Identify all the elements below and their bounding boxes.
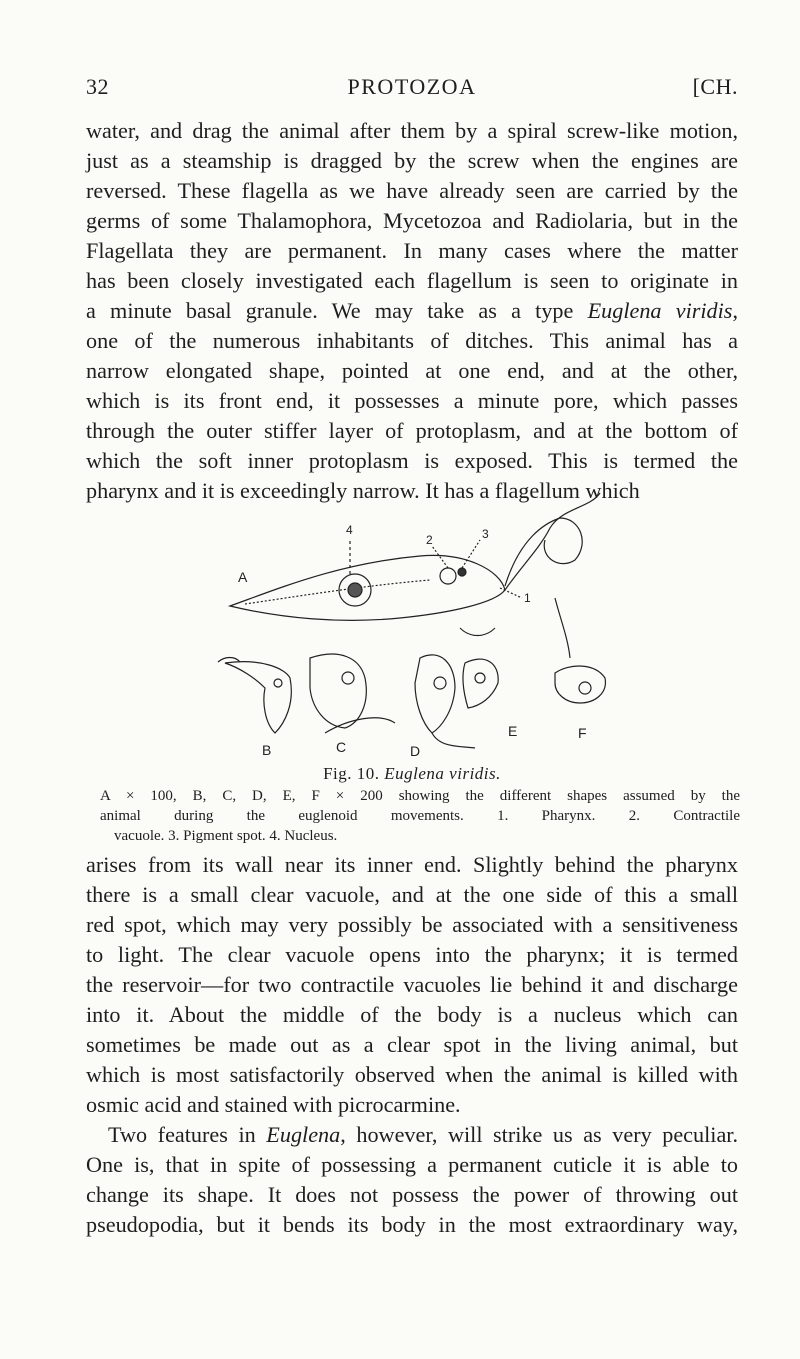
text-line: to light. The clear vacuole opens into the pharynx; it is termed xyxy=(86,942,738,967)
text-segment: a minute basal granule. We may take as a type xyxy=(86,298,588,323)
text-line: which is its front end, it possesses a minute pore, which passes xyxy=(86,388,738,413)
text-line: which is most satisfactorily observed when the animal is killed with xyxy=(86,1062,738,1087)
text-segment: , xyxy=(732,298,738,323)
running-head xyxy=(86,74,738,104)
cell-f xyxy=(555,598,605,703)
text-line: germs of some Thalamophora, Mycetozoa and Radiolaria, but in the xyxy=(86,208,738,233)
text-line: pseudopodia, but it bends its body in the most extraordinary way, xyxy=(86,1212,738,1237)
paragraph-3 xyxy=(86,1120,738,1240)
text-line: reversed. These flagella as we have already seen are carried by the xyxy=(86,178,738,203)
text-line: sometimes be made out as a clear spot in the living animal, but xyxy=(86,1032,738,1057)
cell-c xyxy=(310,654,395,733)
page-number: 32 xyxy=(86,74,109,99)
text-line: change its shape. It does not possess the power of throwing out xyxy=(86,1182,738,1207)
text-line xyxy=(86,1120,738,1150)
figure-label-4: 4 xyxy=(346,523,353,537)
text-line: One is, that in spite of possessing a permanent cuticle it is able to xyxy=(86,1152,738,1177)
text-segment: Two features in xyxy=(108,1122,267,1147)
text-line: into it. About the middle of the body is a nucleus which can xyxy=(86,1002,738,1027)
caption-line: animal during the euglenoid movements. 1. Pharynx. 2. Contractile xyxy=(100,808,740,824)
figure-label-d: D xyxy=(410,743,421,758)
text-line: osmic acid and stained with picrocarmine. xyxy=(86,1092,461,1117)
text-segment: , however, will strike us as very peculiar. xyxy=(340,1122,739,1147)
figure-label-b: B xyxy=(262,742,272,758)
paragraph-2 xyxy=(86,850,738,1120)
chapter-marker: [CH. xyxy=(692,74,738,99)
figure-caption-title xyxy=(86,764,738,784)
paragraph-1 xyxy=(86,116,738,506)
figure-number: Fig. 10. xyxy=(323,764,380,783)
text-line: which the soft inner protoplasm is exposed. This is termed the xyxy=(86,448,738,473)
text-line: Flagellata they are permanent. In many cases where the matter xyxy=(86,238,738,263)
caption-line: A × 100, B, C, D, E, F × 200 showing the different shapes assumed by the xyxy=(100,788,740,804)
cell-e xyxy=(460,628,498,708)
figure-label-1: 1 xyxy=(524,591,531,605)
figure-label-c: C xyxy=(336,739,347,755)
text-line: just as a steamship is dragged by the screw when the engines are xyxy=(86,148,738,173)
figure-label-a: A xyxy=(238,569,248,585)
figure-label-f: F xyxy=(578,725,587,741)
cell-b xyxy=(218,658,291,734)
figure-species: Euglena viridis. xyxy=(384,764,501,783)
text-line: one of the numerous inhabitants of ditches. This animal has a xyxy=(86,328,738,353)
text-line: narrow elongated shape, pointed at one end, and at the other, xyxy=(86,358,738,383)
text-line: pharynx and it is exceedingly narrow. It has a flagellum which xyxy=(86,478,640,503)
euglena-figure xyxy=(200,478,620,758)
figure-label-2: 2 xyxy=(426,533,433,547)
text-line: has been closely investigated each flagellum is seen to originate in xyxy=(86,268,738,293)
running-title: PROTOZOA xyxy=(347,74,477,99)
figure-label-3: 3 xyxy=(482,527,489,541)
species-name: Euglena viridis xyxy=(587,298,733,323)
figure-label-e: E xyxy=(508,723,518,739)
text-line: arises from its wall near its inner end. Slightly behind the pharynx xyxy=(86,852,738,877)
text-line: through the outer stiffer layer of protoplasm, and at the bottom of xyxy=(86,418,738,443)
figure-caption-body xyxy=(100,786,740,846)
text-line xyxy=(86,296,738,326)
text-line: red spot, which may very possibly be associated with a sensitiveness xyxy=(86,912,738,937)
text-line: there is a small clear vacuole, and at the one side of this a small xyxy=(86,882,738,907)
text-line: the reservoir—for two contractile vacuoles lie behind it and discharge xyxy=(86,972,738,997)
caption-line: vacuole. 3. Pigment spot. 4. Nucleus. xyxy=(114,828,338,844)
text-line: water, and drag the animal after them by a spiral screw-like motion, xyxy=(86,118,738,143)
species-name: Euglena xyxy=(266,1122,341,1147)
cell-a xyxy=(230,493,600,620)
